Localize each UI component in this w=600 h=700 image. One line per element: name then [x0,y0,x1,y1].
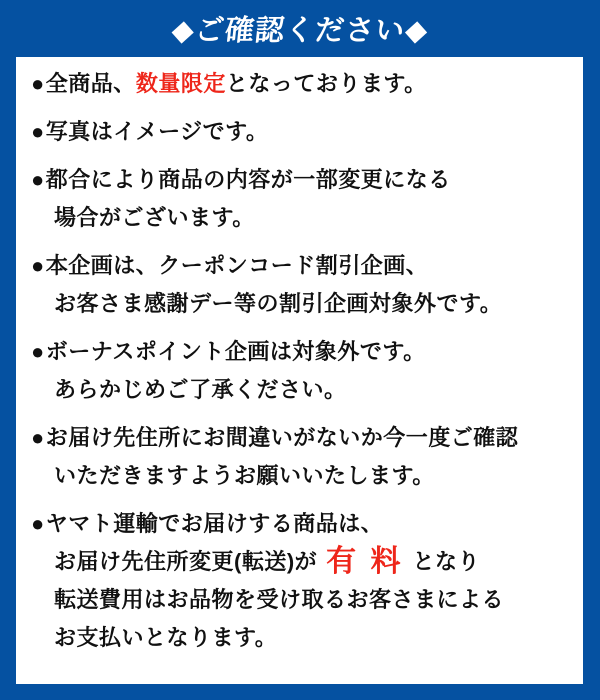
notice-item [31,113,569,151]
bullet-icon: ● [31,167,45,192]
notice-line [31,619,569,657]
notice-text: お届け先住所にお間違いがないか今一度ご確認 [45,425,519,450]
notice-item [31,505,569,657]
notice-line [31,247,569,285]
notice-text: となっております。 [225,71,427,96]
notice-text: 本企画は、クーポンコード割引企画、 [45,253,429,278]
notice-line [31,199,569,237]
notice-line [31,457,569,495]
notice-text: ボーナスポイント企画は対象外です。 [45,339,426,364]
bullet-icon: ● [31,339,45,364]
notice-text: 都合により商品の内容が一部変更になる [45,167,451,192]
notice-text: となり [412,549,481,574]
bullet-icon: ● [31,511,45,536]
notice-line [31,285,569,323]
notice-line [31,505,569,543]
notice-line [31,161,569,199]
notice-line [31,543,569,581]
notice-line [31,581,569,619]
notice-panel [16,57,583,684]
notice-text: 写真はイメージです。 [45,119,269,144]
notice-item [31,247,569,323]
notice-text: ヤマト運輸でお届けする商品は、 [45,511,384,536]
notice-text: あらかじめご了承ください。 [54,377,347,402]
highlight-text: 数量限定 [135,71,226,96]
notice-item [31,419,569,495]
highlight-text: 有 料 [326,545,404,578]
notice-text: 全商品、 [45,71,136,96]
notice-text: お客さま感謝デー等の割引企画対象外です。 [54,291,503,316]
notice-line [31,113,569,151]
bullet-icon: ● [31,119,45,144]
notice-item [31,161,569,237]
bullet-icon: ● [31,425,45,450]
notice-list [31,65,569,657]
notice-text: いただきますようお願いいたします。 [54,463,435,488]
notice-text: お支払いとなります。 [54,625,278,650]
notice-text: 場合がございます。 [54,205,255,230]
notice-line [31,65,569,103]
bullet-icon: ● [31,71,45,96]
notice-item [31,333,569,409]
notice-text: 転送費用はお品物を受け取るお客さまによる [54,587,505,612]
notice-line [31,419,569,457]
bullet-icon: ● [31,253,45,278]
notice-line [31,333,569,371]
header [0,0,600,57]
notice-item [31,65,569,103]
notice-text: お届け先住所変更(転送)が [54,549,318,574]
page-title: ◆ご確認ください◆ [169,15,430,47]
notice-line [31,371,569,409]
